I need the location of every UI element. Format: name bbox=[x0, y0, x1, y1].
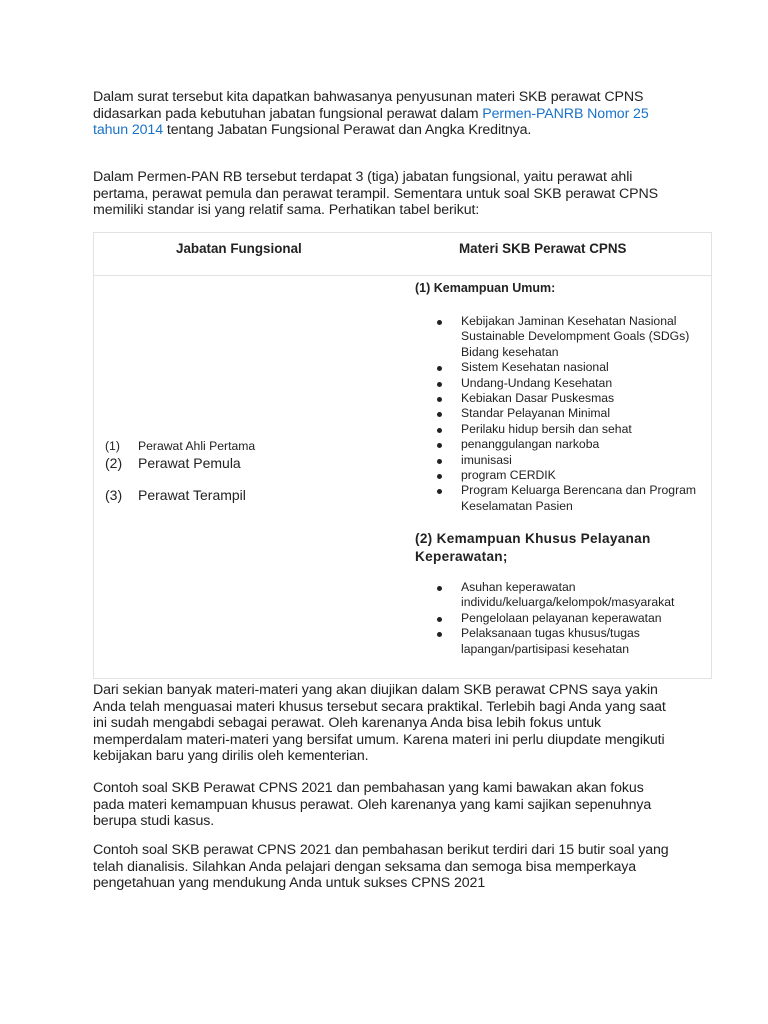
list-item bbox=[415, 391, 716, 406]
list-item bbox=[415, 360, 716, 375]
closing-paragraph: Contoh soal SKB perawat CPNS 2021 dan pembahasan berikut terdiri dari 15 butir soal yang telah dianalisis. Silahkan Anda pelajari dengan seksama dan semoga bisa memperkaya pengetahuan yang mendukung Anda untuk sukses CPNS 2021 bbox=[93, 842, 669, 892]
list-item bbox=[415, 580, 723, 611]
list-item bbox=[415, 437, 716, 452]
list-item bbox=[415, 422, 716, 437]
list-item bbox=[415, 376, 716, 391]
list-item-text: program CERDIK bbox=[461, 468, 556, 483]
list-item-text: Pelaksanaan tugas khusus/tugas lapangan/partisipasi kesehatan bbox=[461, 626, 640, 656]
list-item-text: Pengelolaan pelayanan keperawatan bbox=[461, 610, 662, 625]
role-label: Perawat Pemula bbox=[138, 455, 241, 471]
list-item-text: penanggulangan narkoba bbox=[461, 437, 600, 452]
roles-list bbox=[105, 438, 255, 504]
list-item bbox=[415, 468, 716, 483]
role-item bbox=[105, 486, 255, 504]
bullet-icon bbox=[437, 489, 442, 494]
kemampuan-khusus-list bbox=[415, 580, 723, 657]
permen-panrb-link[interactable]: Permen-PANRB Nomor 25 tahun 2014 bbox=[93, 105, 649, 139]
role-number: (3) bbox=[105, 487, 123, 503]
bullet-icon bbox=[437, 586, 442, 591]
list-item bbox=[415, 406, 716, 421]
list-item-text: Kebiakan Dasar Puskesmas bbox=[461, 391, 615, 406]
table-header-divider bbox=[94, 275, 711, 276]
materi-table bbox=[93, 232, 712, 679]
list-item-text: Kebijakan Jaminan Kesehatan Nasional Sustainable Develompment Goals (SDGs) Bidang kesehatan bbox=[461, 314, 690, 359]
bullet-icon bbox=[437, 382, 442, 387]
section-title-kemampuan-khusus: (2) Kemampuan Khusus Pelayanan Keperawatan; bbox=[415, 531, 651, 564]
table-header-materi: Materi SKB Perawat CPNS bbox=[459, 241, 627, 256]
intro-text-before: Dalam surat tersebut kita dapatkan bahwasanya penyusunan materi SKB perawat CPNS didasarkan pada kebutuhan jabatan fungsional perawat dalam bbox=[93, 89, 644, 122]
list-item bbox=[415, 453, 716, 468]
contoh-soal-paragraph: Contoh soal SKB Perawat CPNS 2021 dan pembahasan yang kami bawakan akan fokus pada materi kemampuan khusus perawat. Oleh karenanya yang kami sajikan sepenuhnya berupa studi kasus. bbox=[93, 780, 652, 830]
list-item-text: Asuhan keperawatan individu/keluarga/kelompok/masyarakat bbox=[461, 580, 675, 610]
bullet-icon bbox=[437, 617, 442, 622]
list-item bbox=[415, 314, 716, 360]
list-item bbox=[415, 483, 716, 514]
intro-paragraph bbox=[93, 89, 673, 139]
list-item-text: Undang-Undang Kesehatan bbox=[461, 375, 613, 390]
bullet-icon bbox=[437, 320, 442, 325]
list-item-text: Sistem Kesehatan nasional bbox=[461, 360, 609, 375]
bullet-icon bbox=[437, 412, 442, 417]
kemampuan-umum-list bbox=[415, 314, 716, 514]
role-number: (1) bbox=[105, 439, 120, 453]
list-item bbox=[415, 626, 723, 657]
list-item-text: Program Keluarga Berencana dan Program Keselamatan Pasien bbox=[461, 483, 697, 513]
table-header-jabatan: Jabatan Fungsional bbox=[176, 241, 302, 256]
bullet-icon bbox=[437, 632, 442, 637]
list-item-text: Perilaku hidup bersih dan sehat bbox=[461, 421, 632, 436]
intro-text-after: tentang Jabatan Fungsional Perawat dan Angka Kreditnya. bbox=[163, 122, 532, 139]
section-title-kemampuan-umum: (1) Kemampuan Umum: bbox=[415, 281, 556, 295]
role-label: Perawat Ahli Pertama bbox=[138, 439, 256, 453]
bullet-icon bbox=[437, 474, 442, 479]
materi-paragraph: Dari sekian banyak materi-materi yang akan diujikan dalam SKB perawat CPNS saya yakin Anda telah menguasai materi khusus tersebut secara praktikal. Terlebih bagi Anda yang saat ini sudah mengabdi sebagai perawat. Oleh karenanya Anda bisa lebih fokus untuk memperdalam materi-materi yang bersifat umum. Karena materi ini perlu diupdate mengikuti kebijakan baru yang dirilis oleh kementerian. bbox=[93, 682, 666, 765]
bullet-icon bbox=[437, 428, 442, 433]
bullet-icon bbox=[437, 443, 442, 448]
role-item bbox=[105, 454, 255, 472]
list-item bbox=[415, 611, 723, 626]
permen-paragraph: Dalam Permen-PAN RB tersebut terdapat 3 (tiga) jabatan fungsional, yaitu perawat ahli pertama, perawat pemula dan perawat terampil. Sementara untuk soal SKB perawat CPNS memiliki standar isi yang relatif sama. Perhatikan tabel berikut: bbox=[93, 169, 659, 219]
bullet-icon bbox=[437, 459, 442, 464]
role-number: (2) bbox=[105, 455, 123, 471]
list-item-text: Standar Pelayanan Minimal bbox=[461, 406, 611, 421]
list-item-text: imunisasi bbox=[461, 452, 512, 467]
role-label: Perawat Terampil bbox=[138, 487, 246, 503]
bullet-icon bbox=[437, 397, 442, 402]
bullet-icon bbox=[437, 366, 442, 371]
role-item bbox=[105, 438, 255, 454]
